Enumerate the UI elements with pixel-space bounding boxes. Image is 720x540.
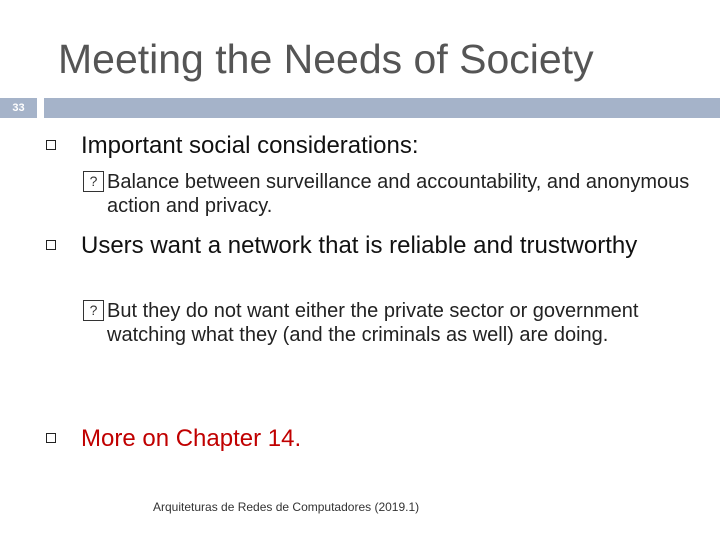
bullet-text: Important social considerations: bbox=[81, 132, 419, 159]
checkbox-square-icon bbox=[46, 433, 56, 443]
bullet-text: Users want a network that is reliable and trustworthy bbox=[81, 232, 638, 259]
question-box-icon: ? bbox=[83, 171, 104, 192]
slide-number: 33 bbox=[0, 98, 37, 118]
question-box-icon: ? bbox=[83, 300, 104, 321]
checkbox-square-icon bbox=[46, 240, 56, 250]
checkbox-square-icon bbox=[46, 140, 56, 150]
sub-bullet-text: Balance between surveillance and accountability, and anonymous action and privacy. bbox=[107, 171, 690, 217]
title-divider-bar bbox=[44, 98, 720, 118]
bullet-text-highlight: More on Chapter 14. bbox=[81, 425, 302, 452]
slide-title: Meeting the Needs of Society bbox=[58, 36, 594, 82]
sub-bullet-text: But they do not want either the private sector or government watching what they (and the criminals as well) are doing. bbox=[107, 300, 639, 346]
slide-footer: Arquiteturas de Redes de Computadores (2019.1) bbox=[153, 500, 420, 514]
